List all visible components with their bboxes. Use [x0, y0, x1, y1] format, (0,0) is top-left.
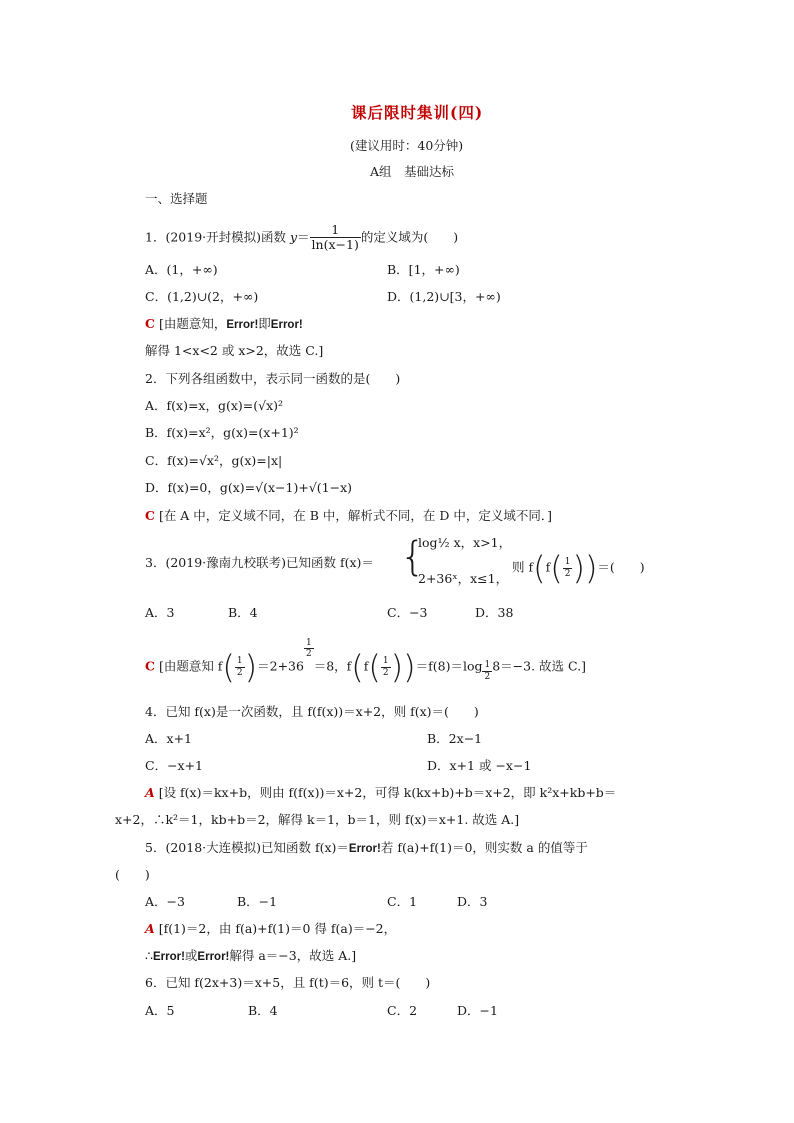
q3-option-b[interactable]: B．4: [228, 605, 258, 620]
q1-option-c[interactable]: C．(1,2)∪(2，+∞): [145, 289, 259, 304]
q5-option-d[interactable]: D．3: [457, 894, 488, 909]
q2-option-a[interactable]: A．f(x)=x，g(x)=(√x)²: [145, 398, 284, 413]
q4-answer-line2: x+2，∴k²＝1，kb+b＝2，解得 k＝1，b＝1，则 f(x)＝x+1. 故选 A.]: [115, 812, 520, 827]
q6-option-c[interactable]: C．2: [387, 1003, 418, 1018]
q3-case-2: 2+36ˣ，x≤1，: [418, 571, 509, 586]
q3-option-a[interactable]: A．3: [145, 605, 175, 620]
q2-answer-letter: C: [145, 508, 155, 523]
q2-option-c[interactable]: C．f(x)=√x²，g(x)=|x|: [145, 453, 283, 468]
q6-option-b[interactable]: B．4: [248, 1003, 278, 1018]
q4-option-d[interactable]: D．x+1 或 −x−1: [427, 758, 532, 773]
q3-case-1: log½ x，x>1，: [418, 535, 512, 550]
page-title: 课后限时集训(四): [351, 103, 484, 122]
q3-then: 则 f(f( $\frac{1}{2}$ ))＝( ): [512, 549, 645, 587]
q3-brace: {: [400, 534, 426, 580]
q3-lead: 3．(2019·豫南九校联考)已知函数 f(x)＝: [145, 555, 374, 570]
question-5: 5．(2018·大连模拟)已知函数 f(x)＝Error!若 f(a)+f(1)＝0，则实数 a 的值等于: [145, 840, 588, 855]
q1-answer-line2: 解得 1<x<2 或 x>2，故选 C.]: [145, 343, 324, 358]
question-1: 1．(2019·开封模拟)函数 y＝ $\frac{1}{\ln(x-1)}$ 的定义域为( ): [145, 222, 459, 253]
q3-option-c[interactable]: C．−3: [387, 605, 428, 620]
question-6: 6．已知 f(2x+3)＝x+5，且 f(t)＝6，则 t＝( ): [145, 975, 431, 990]
q1-option-a[interactable]: A．(1，+∞): [145, 262, 218, 277]
q1-answer-letter: C: [145, 316, 155, 331]
question-4: 4．已知 f(x)是一次函数，且 f(f(x))＝x+2，则 f(x)＝( ): [145, 704, 479, 719]
q6-option-a[interactable]: A．5: [145, 1003, 175, 1018]
q2-answer: C [在 A 中，定义域不同，在 B 中，解析式不同，在 D 中，定义域不同．]: [145, 508, 553, 523]
q3-answer: C [由题意知 f( $\frac{1}{2}$ )＝2+36 $\frac{1}{2}$ ＝8，f(f( $\frac{1}{2}$ ))＝f(8)＝log $\frac{1}{2}$ 8＝−3. 故选 C.]: [145, 638, 586, 686]
q1-answer: C [由题意知，Error!即Error!: [145, 316, 303, 331]
q2-option-d[interactable]: D．f(x)=0，g(x)=√(x−1)+√(1−x): [145, 480, 353, 495]
q4-answer-letter: A: [145, 785, 155, 800]
question-2: 2．下列各组函数中，表示同一函数的是( ): [145, 371, 401, 386]
q1-fraction: $\frac{1}{\ln(x-1)}$: [311, 222, 359, 253]
q1-option-d[interactable]: D．(1,2)∪[3，+∞): [387, 289, 501, 304]
q1-lead: 1．(2019·开封模拟)函数: [145, 229, 290, 245]
q4-answer: A [设 f(x)＝kx+b，则由 f(f(x))＝x+2，可得 k(kx+b)+b＝x+2，即 k²x+kb+b＝: [145, 785, 617, 800]
q3-half: $\frac{1}{2}$: [564, 557, 571, 579]
q5-option-c[interactable]: C．1: [387, 894, 418, 909]
q5-option-a[interactable]: A．−3: [145, 894, 185, 909]
q5-option-b[interactable]: B．−1: [237, 894, 278, 909]
q5-answer: A [f(1)＝2，由 f(a)+f(1)＝0 得 f(a)＝−2，: [145, 921, 397, 936]
q4-option-c[interactable]: C．−x+1: [145, 758, 204, 773]
group-label: A组 基础达标: [370, 164, 455, 179]
time-hint: (建议用时：40分钟): [350, 138, 464, 153]
q4-option-a[interactable]: A．x+1: [145, 731, 193, 746]
section-heading: 一、选择题: [145, 191, 208, 206]
q1-tail: 的定义域为( ): [360, 229, 459, 245]
q5-stem-line2: ( ): [115, 867, 150, 882]
q2-option-b[interactable]: B．f(x)=x²，g(x)=(x+1)²: [145, 425, 299, 440]
q4-option-b[interactable]: B．2x−1: [427, 731, 483, 746]
q6-option-d[interactable]: D．−1: [457, 1003, 498, 1018]
q1-option-b[interactable]: B．[1，+∞): [387, 262, 460, 277]
q3-answer-letter: C: [145, 658, 155, 674]
q5-answer-line2: ∴Error!或Error!解得 a＝−3，故选 A.]: [145, 948, 357, 963]
q5-answer-letter: A: [145, 921, 155, 936]
q3-option-d[interactable]: D．38: [475, 605, 514, 620]
